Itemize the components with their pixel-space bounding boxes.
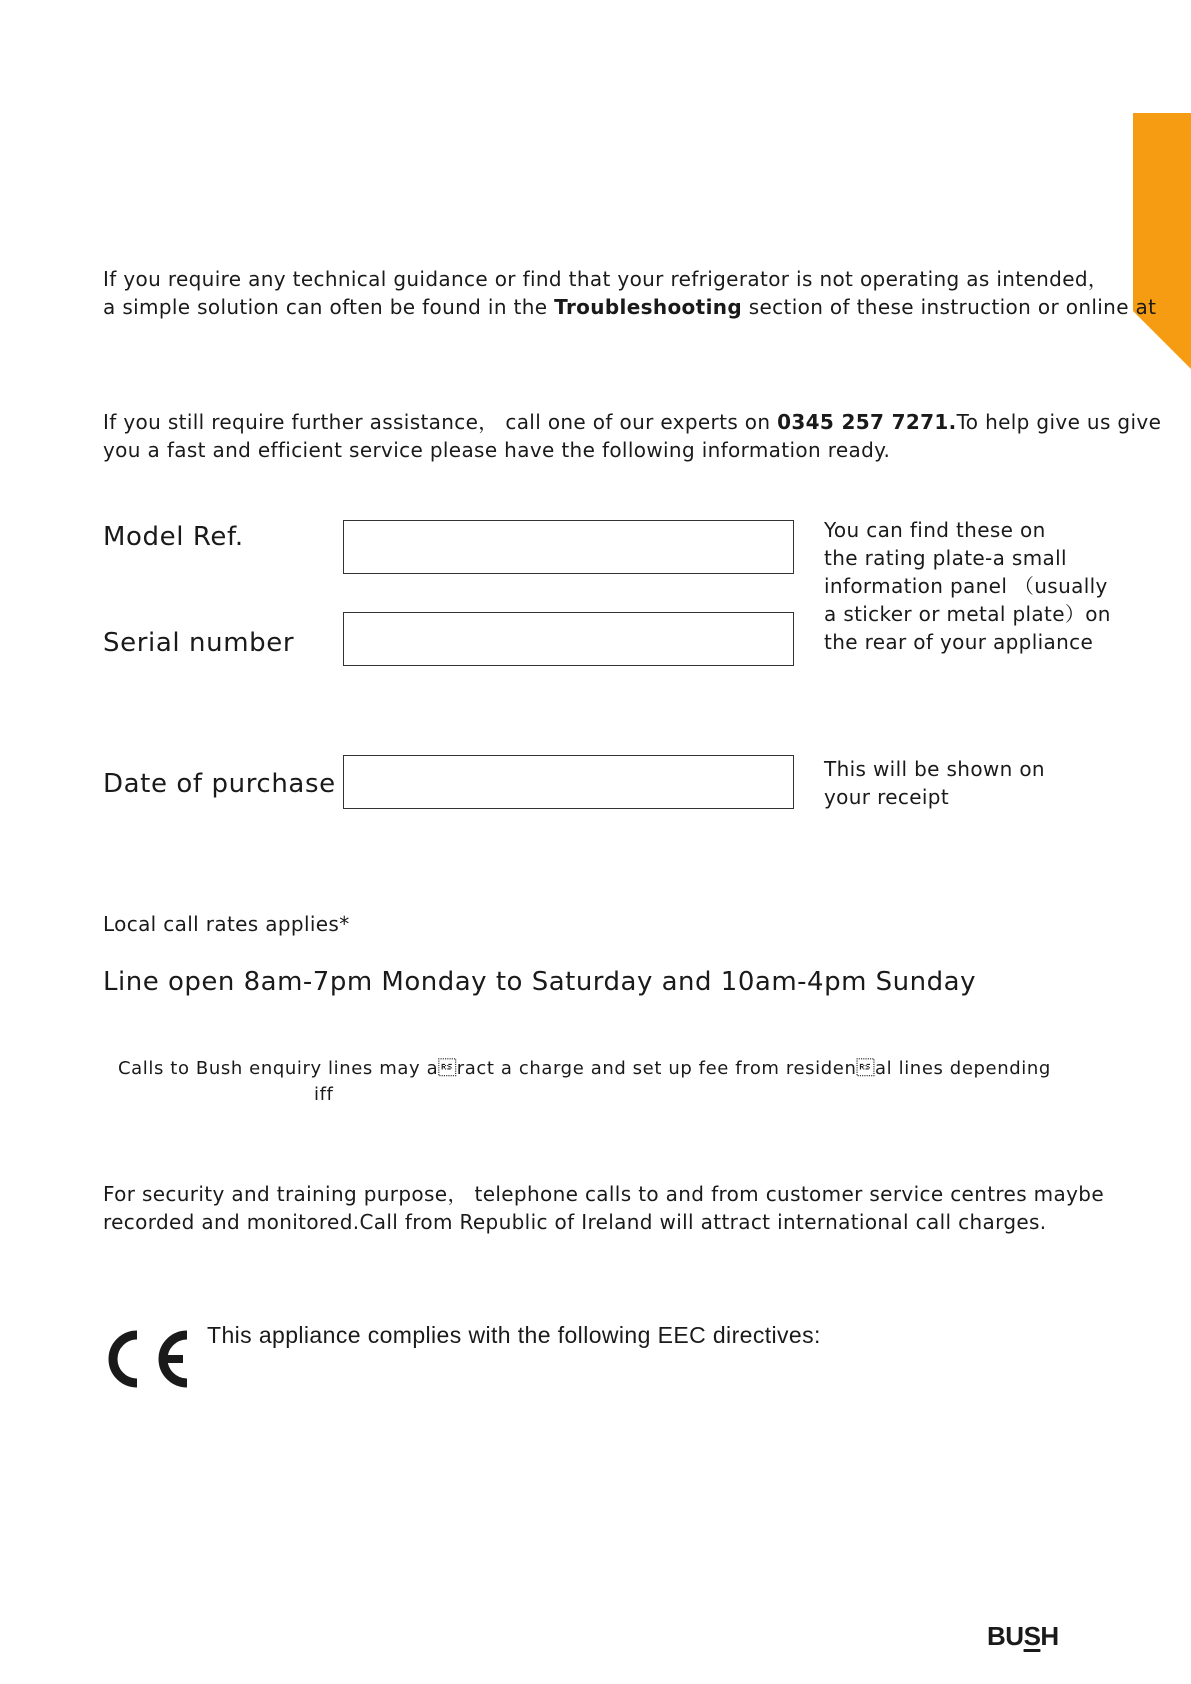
charges-disclaimer — [118, 1056, 1051, 1108]
phone-number: 0345 257 7271. — [777, 410, 957, 434]
ce-compliance-text: This appliance complies with the following EEC directives: — [207, 1322, 821, 1348]
intro-line-2: a simple solution can often be found in the Troubleshooting section of these instruction or online at — [103, 295, 1157, 319]
ce-mark-icon — [101, 1326, 195, 1392]
security-line-1: For security and training purpose， telephone calls to and from customer service centres maybe — [103, 1182, 1105, 1206]
assistance-paragraph — [103, 408, 1161, 464]
security-paragraph — [103, 1180, 1104, 1236]
disclaimer-line-1: Calls to Bush enquiry lines may a ract a charge and set up fee from residen al lines depending — [118, 1058, 1051, 1079]
security-line-2: recorded and monitored.Call from Republic of Ireland will attract international call charges. — [103, 1210, 1047, 1234]
date-of-purchase-label: Date of purchase — [103, 769, 336, 799]
page-tab-marker — [1133, 113, 1191, 369]
intro-line-1: If you require any technical guidance or find that your refrigerator is not operating as intended， — [103, 267, 1109, 291]
troubleshooting-keyword: Troubleshooting — [554, 295, 743, 319]
call-rates-note: Local call rates applies* — [103, 912, 350, 936]
model-ref-label: Model Ref. — [103, 522, 244, 552]
receipt-note: This will be shown on your receipt — [824, 757, 1045, 809]
intro-paragraph — [103, 265, 1156, 321]
model-ref-field[interactable] — [343, 520, 794, 574]
serial-number-label: Serial number — [103, 628, 295, 658]
assistance-line-1: If you still require further assistance， call one of our experts on 0345 257 7271.To help give us give — [103, 410, 1162, 434]
serial-number-field[interactable] — [343, 612, 794, 666]
line-opening-hours: Line open 8am-7pm Monday to Saturday and 10am-4pm Sunday — [103, 967, 976, 997]
date-of-purchase-field[interactable] — [343, 755, 794, 809]
rating-plate-note: You can find these on the rating plate-a small information panel （usually a sticker or metal plate）on the rear of your appliance — [824, 518, 1111, 654]
assistance-line-2: you a fast and efficient service please have the following information ready. — [103, 438, 891, 462]
bush-logo: BUSH — [987, 1621, 1059, 1651]
disclaimer-line-2: iff — [314, 1084, 334, 1105]
